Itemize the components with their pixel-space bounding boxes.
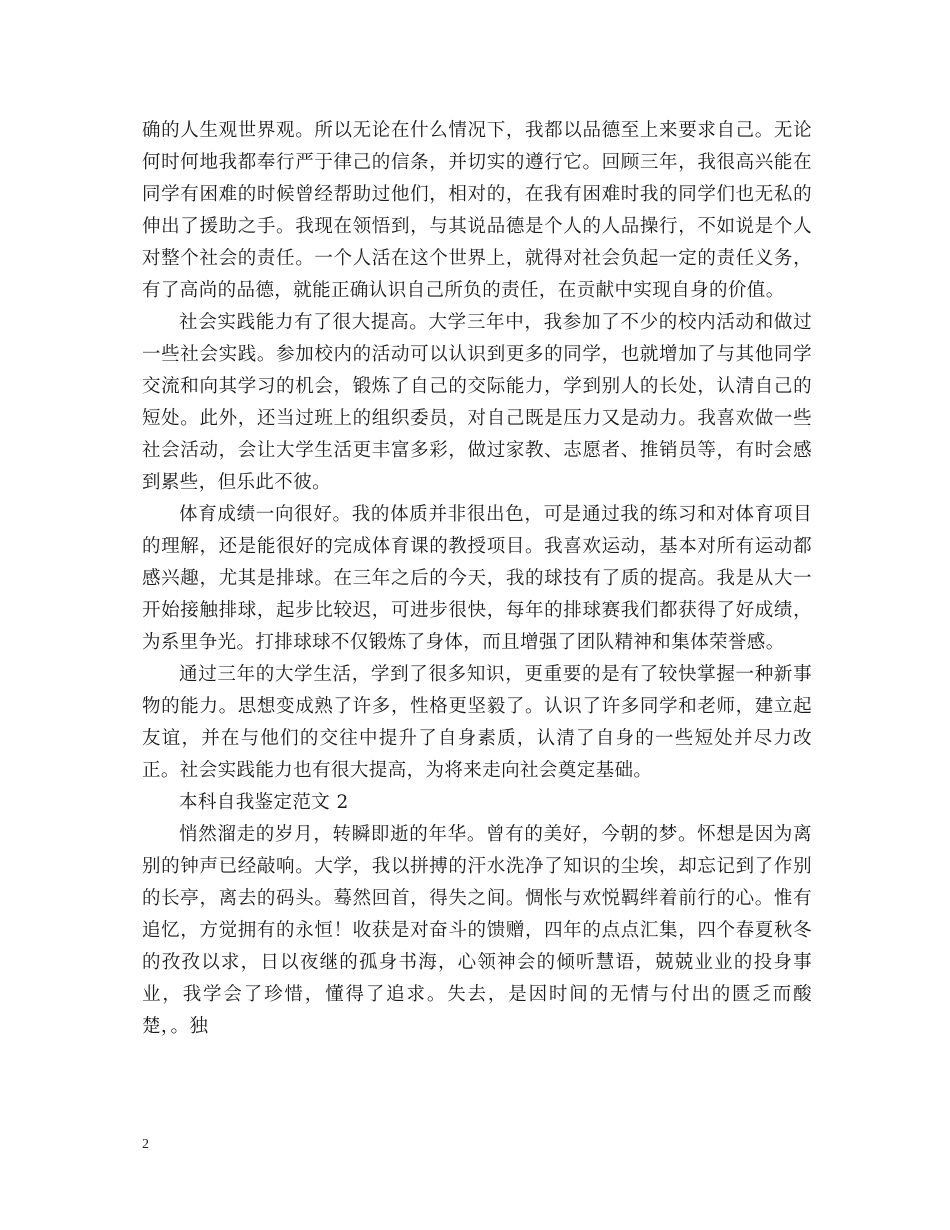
paragraph-3: 体育成绩一向很好。我的体质并非很出色，可是通过我的练习和对体育项目的理解，还是能很好的完成体育课的教授项目。我喜欢运动，基本对所有运动都感兴趣，尤其是排球。在三年之后的今天，我的球技有了质的提高。我是从大一开始接触排球，起步比较迟，可进步很快，每年的排球赛我们都获得了好成绩，为系里争光。打排球球不仅锻炼了身体，而且增强了团队精神和集体荣誉感。 (142, 504, 812, 653)
page-number: 2 (142, 1137, 149, 1152)
section-heading: 本科自我鉴定范文 2 (179, 792, 349, 813)
paragraph-5: 悄然溜走的岁月，转瞬即逝的年华。曾有的美好，今朝的梦。怀想是因为离别的钟声已经敲响。大学，我以拼搏的汗水洗净了知识的尘埃，却忘记到了作别的长亭，离去的码头。蓦然回首，得失之间。惆怅与欢悦羁绊着前行的心。惟有追忆，方觉拥有的永恒！收获是对奋斗的馈赠，四年的点点汇集，四个春夏秋冬的孜孜以求，日以夜继的孤身书海，心领神会的倾听慧语，兢兢业业的投身事业，我学会了珍惜，懂得了追求。失去，是因时间的无情与付出的匮乏而酸楚，。独 (142, 824, 812, 1037)
paragraph-2: 社会实践能力有了很大提高。大学三年中，我参加了不少的校内活动和做过一些社会实践。参加校内的活动可以认识到更多的同学，也就增加了与其他同学交流和向其学习的机会，锻炼了自己的交际能力，学到别人的长处，认清自己的短处。此外，还当过班上的组织委员，对自己既是压力又是动力。我喜欢做一些社会活动，会让大学生活更丰富多彩，做过家教、志愿者、推销员等，有时会感到累些，但乐此不彼。 (142, 312, 812, 493)
body-text (142, 115, 812, 1043)
paragraph-1: 确的人生观世界观。所以无论在什么情况下，我都以品德至上来要求自己。无论何时何地我都奉行严于律己的信条，并切实的遵行它。回顾三年，我很高兴能在同学有困难的时候曾经帮助过他们，相对的，在我有困难时我的同学们也无私的伸出了援助之手。我现在领悟到，与其说品德是个人的人品操行，不如说是个人对整个社会的责任。一个人活在这个世界上，就得对社会负起一定的责任义务，有了高尚的品德，就能正确认识自己所负的责任，在贡献中实现自身的价值。 (142, 120, 812, 301)
paragraph-4: 通过三年的大学生活，学到了很多知识，更重要的是有了较快掌握一种新事物的能力。思想变成熟了许多，性格更坚毅了。认识了许多同学和老师，建立起友谊，并在与他们的交往中提升了自身素质，认清了自身的一些短处并尽力改正。社会实践能力也有很大提高，为将来走向社会奠定基础。 (142, 664, 812, 781)
